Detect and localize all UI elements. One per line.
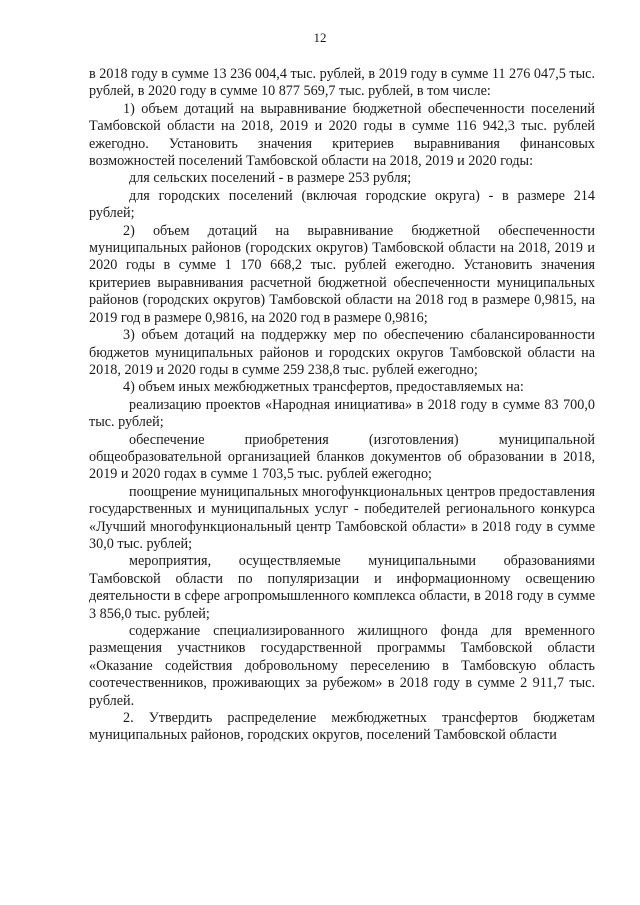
paragraph: для городских поселений (включая городские округа) - в размере 214 рублей; — [89, 187, 595, 222]
paragraph: реализацию проектов «Народная инициатива» в 2018 году в сумме 83 700,0 тыс. рублей; — [89, 396, 595, 431]
paragraph: 2) объем дотаций на выравнивание бюджетной обеспеченности муниципальных районов (городских округов) Тамбовской области на 2018, 2019 и 2020 годы в сумме 1 170 668,2 тыс. рублей ежегодно. Установить значения критериев выравнивания расчетной бюджетной обеспеченности муниципальных районов (городских округов) Тамбовской области на 2018 год в размере 0,9815, на 2019 год в размере 0,9816, на 2020 год в размере 0,9816; — [89, 222, 595, 326]
paragraph: для сельских поселений - в размере 253 рубля; — [129, 170, 412, 187]
paragraph: 3) объем дотаций на поддержку мер по обеспечению сбалансированности бюджетов муниципальных районов и городских округов Тамбовской области на 2018, 2019 и 2020 годы в сумме 259 238,8 тыс. рублей ежегодно; — [89, 327, 595, 378]
paragraph: 4) объем иных межбюджетных трансфертов, предоставляемых на: — [123, 379, 524, 396]
page-number: 12 — [313, 30, 327, 45]
paragraph: 2. Утвердить распределение межбюджетных трансфертов бюджетам муниципальных районов, городских округов, поселений Тамбовской области — [89, 710, 595, 744]
paragraph: мероприятия, осуществляемые муниципальными образованиями Тамбовской области по популяризации и информационному освещению деятельности в сфере агропромышленного комплекса области, в 2018 году в сумме 3 856,0 тыс. рублей; — [89, 553, 595, 622]
paragraph: поощрение муниципальных многофункциональных центров предоставления государственных и муниципальных услуг - победителей регионального конкурса «Лучший многофункциональный центр Тамбовской области» в 2018 году в сумме 30,0 тыс. рублей; — [89, 483, 595, 552]
document-body — [89, 66, 595, 745]
paragraph: содержание специализированного жилищного фонда для временного размещения участников государственной программы Тамбовской области «Оказание содействия добровольному переселению в Тамбовскую область соотечественников, проживающих за рубежом» в 2018 году в сумме 2 911,7 тыс. рублей. — [89, 623, 595, 709]
paragraph: 1) объем дотаций на выравнивание бюджетной обеспеченности поселений Тамбовской области на 2018, 2019 и 2020 годы в сумме 116 942,3 тыс. рублей ежегодно. Установить значения критериев выравнивания финансовых возможностей поселений Тамбовской области на 2018, 2019 и 2020 годы: — [89, 100, 595, 170]
paragraph: в 2018 году в сумме 13 236 004,4 тыс. рублей, в 2019 году в сумме 11 276 047,5 тыс. рублей, в 2020 году в сумме 10 877 569,7 тыс. рублей, в том числе: — [89, 66, 595, 100]
paragraph: обеспечение приобретения (изготовления) муниципальной общеобразовательной организацией бланков документов об образовании в 2018, 2019 и 2020 годах в сумме 1 703,5 тыс. рублей ежегодно; — [89, 431, 595, 483]
